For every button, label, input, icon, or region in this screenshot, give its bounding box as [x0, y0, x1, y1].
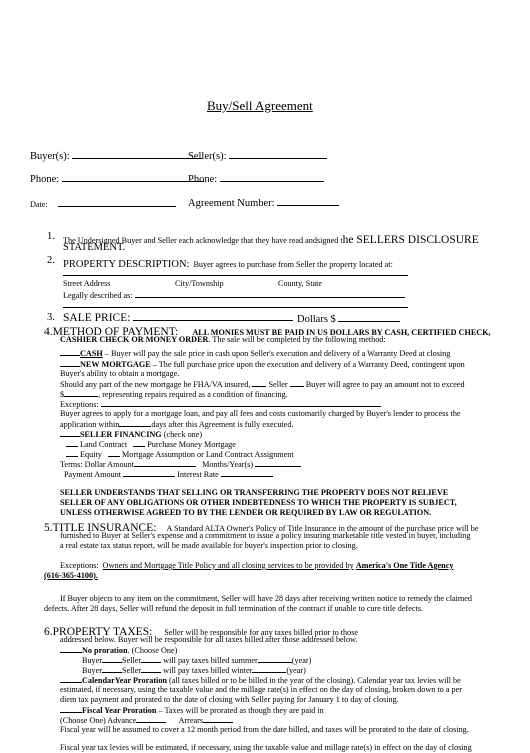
seller-warning-line2: SELLER OF ANY OBLIGATIONS OR OTHER INDEBTEDNESS TO WHICH THE PROPERTY IS SUBJECT,	[60, 498, 457, 507]
date-blank[interactable]	[58, 196, 176, 207]
page-title: Buy/Sell Agreement	[207, 98, 313, 113]
new-mortgage-option[interactable]: NEW MORTGAGE – The full purchase price upon the execution and delivery of a Warranty Deed, contingent upon	[60, 359, 465, 370]
section-6-heading: 6.PROPERTY TAXES: Seller will be responsible for any taxes billed prior to those	[44, 626, 359, 638]
land-contract-row: Land Contract Purchase Money Mortgage	[66, 439, 236, 450]
county-state-label: County, State	[278, 279, 323, 288]
dollars-blank[interactable]	[338, 312, 400, 322]
agreement-number-blank[interactable]	[277, 195, 339, 206]
calendar-proration-option[interactable]: CalendarYear Proration (all taxes billed or to be billed in the year of the closing). Calendar year tax levies will be	[60, 675, 461, 686]
property-address-line[interactable]	[63, 275, 408, 276]
section-4-heading: 4.METHOD OF PAYMENT: ALL MONIES MUST BE PAID IN US DOLLARS BY CASH, CERTIFIED CHECK,	[44, 326, 491, 338]
sellers-field[interactable]	[188, 148, 327, 163]
section-2-heading: PROPERTY DESCRIPTION: Buyer agrees to purchase from Seller the property located at:	[63, 259, 393, 270]
terms-row: Terms: Dollar Amount Months/Year(s)	[60, 459, 301, 470]
terms-amount-blank[interactable]	[134, 459, 196, 467]
payment-row: Payment Amount Interest Rate	[64, 469, 273, 480]
city-township-label: City/Township	[175, 279, 224, 288]
calendar-proration-checkbox[interactable]	[60, 675, 82, 683]
section-1-line1: The Undersigned Buyer and Seller each acknowledge that they have read andsigned the SELLERS DISCLOSURE	[63, 234, 479, 246]
winter-year-blank[interactable]	[252, 665, 286, 673]
equity-checkbox[interactable]	[66, 449, 78, 457]
section-1-number: 1.	[47, 231, 55, 242]
calendar-line2: estimated, if necessary, using the taxable value and the millage rate(s) in effect on the day of closing, broken down to a per	[60, 685, 462, 694]
repairs-amount-blank[interactable]	[64, 389, 98, 397]
section-4-line2: CASHIER CHECK OR MONEY ORDER. The sale will be completed by the following method:	[60, 335, 386, 344]
dollars-label: Dollars $	[297, 314, 336, 325]
buyers-blank[interactable]	[72, 148, 202, 159]
objection-line2: defects. After 28 days, Seller will refund the deposit in full termination of the contract if unable to cure title defects.	[44, 604, 424, 613]
interest-rate-blank[interactable]	[221, 469, 273, 477]
seller-warning-line1: SELLER UNDERSTANDS THAT SELLING OR TRANSFERRING THE PROPERTY DOES NOT RELIEVE	[60, 488, 449, 497]
new-mortgage-checkbox[interactable]	[60, 359, 80, 367]
apply-days-blank[interactable]	[119, 419, 151, 427]
winter-buyer-blank[interactable]	[102, 665, 122, 673]
seller-financing-checkbox[interactable]	[60, 429, 80, 437]
agreement-number-field[interactable]	[188, 195, 339, 210]
mortgage-line2: Buyer's ability to obtain a mortgage.	[60, 369, 180, 378]
winter-seller-blank[interactable]	[141, 665, 161, 673]
sellers-blank[interactable]	[229, 148, 327, 159]
seller-financing-option[interactable]: SELLER FINANCING (check one)	[60, 429, 202, 440]
agreement-number-label: Agreement Number:	[188, 198, 275, 209]
buyer-phone-label: Phone:	[30, 174, 60, 185]
legal-description-line-2[interactable]	[63, 307, 408, 308]
arrears-blank[interactable]	[203, 715, 233, 723]
apply-line2: application within days after this Agreement is fully executed.	[60, 420, 294, 429]
fiscal-proration-checkbox[interactable]	[60, 705, 82, 713]
street-address-label: Street Address	[63, 279, 111, 288]
fha-line: Should any part of the new mortgage be FHA/VA insured, Seller Buyer will agree to pay an amount not to exceed	[60, 380, 465, 389]
mortgage-assumption-checkbox[interactable]	[108, 449, 120, 457]
section-3-number: 3.	[47, 312, 55, 323]
title-agency-phone: (616-365-4100).	[44, 571, 98, 580]
seller-phone-field[interactable]	[188, 171, 324, 186]
buyers-field[interactable]	[30, 148, 202, 163]
fiscal-proration-option[interactable]: Fiscal Year Proration – Taxes will be prorated as though they are paid in	[60, 705, 324, 716]
date-label: Date:	[30, 200, 48, 209]
title-insurance-line2: furnished to Buyer at Seller's expense and a commitment to issue a policy insuring marketable title vested in buyer, including	[60, 531, 471, 540]
title-insurance-line3: a real estate tax status report, will be made available for buyer's inspection prior to closing.	[60, 541, 358, 550]
seller-warning-line3: UNLESS OTHERWISE AGREED TO BY THE LENDER OR REQUIRED BY LAW OR REGULATION.	[60, 508, 432, 517]
summer-row: Buyer Seller will pay taxes billed summer (year)	[82, 656, 312, 665]
date-field[interactable]	[30, 196, 176, 210]
advance-blank[interactable]	[136, 715, 166, 723]
payment-amount-blank[interactable]	[123, 469, 175, 477]
mortgage-exceptions-label: Exceptions:	[60, 400, 99, 409]
cash-option[interactable]: CASH – Buyer will pay the sale price in cash upon Seller's execution and delivery of a Warranty Deed at closing	[60, 348, 450, 359]
fiscal-line4: Fiscal year tax levies will be estimated, if necessary, using the taxable value and millage rate(s) in effect on the day of closing	[60, 743, 472, 752]
equity-row: Equity Mortgage Assumption or Land Contract Assignment	[66, 449, 294, 460]
no-proration-option[interactable]: No proration. (Choose One)	[60, 645, 177, 656]
summer-buyer-blank[interactable]	[102, 655, 122, 663]
sale-price-blank[interactable]	[133, 311, 293, 321]
section-2-number: 2.	[47, 255, 55, 266]
seller-phone-label: Phone:	[188, 174, 218, 185]
legal-description-label: Legally described as:	[63, 291, 133, 300]
summer-year-blank[interactable]	[258, 655, 292, 663]
fha-seller-checkbox[interactable]	[252, 379, 266, 387]
buyer-phone-blank[interactable]	[62, 171, 204, 182]
apply-line: Buyer agrees to apply for a mortgage loan, and pay all fees and costs customarily charged by Buyer's lender to process the	[60, 409, 461, 418]
purchase-money-checkbox[interactable]	[133, 439, 145, 447]
seller-phone-blank[interactable]	[220, 171, 324, 182]
summer-seller-blank[interactable]	[141, 655, 161, 663]
title-exceptions-row: Exceptions: Owners and Mortgage Title Policy and all closing services to be provided by America's One Title Agency	[60, 561, 454, 570]
sale-price-label: SALE PRICE:	[63, 312, 131, 324]
sellers-label: Seller(s):	[188, 151, 227, 162]
months-blank[interactable]	[255, 459, 301, 467]
section-5-heading: 5.TITLE INSURANCE: A Standard ALTA Owner's Policy of Title Insurance in the amount of the purchase price will be	[44, 522, 479, 534]
section-1-line2: STATEMENT.	[63, 242, 126, 253]
no-proration-checkbox[interactable]	[60, 645, 82, 653]
advance-arrears-row: (Choose One) Advance Arrears	[60, 715, 233, 726]
calendar-line3: diem tax payment and prorated to the date of closing with Seller paying for January 1 to day of closing.	[60, 695, 399, 704]
winter-row: Buyer Seller will pay taxes billed winter (year)	[82, 666, 306, 675]
fha-line2: $ , representing repairs required as a condition of financing.	[60, 390, 288, 399]
cash-checkbox[interactable]	[60, 348, 80, 356]
buyer-phone-field[interactable]	[30, 171, 204, 186]
buyers-label: Buyer(s):	[30, 151, 70, 162]
title-agency-name: America's One Title Agency	[355, 561, 454, 570]
legal-description-blank[interactable]	[135, 290, 405, 298]
fiscal-line3: Fiscal year will be assumed to cover a 12 month period from the date billed, and taxes will be prorated to the date of closing.	[60, 725, 469, 734]
mortgage-exceptions-blank[interactable]	[101, 399, 381, 407]
legal-description-field[interactable]	[63, 290, 405, 301]
objection-line1: If Buyer objects to any item on the commitment, Seller will have 28 days after receiving written notice to remedy the claimed	[60, 594, 472, 603]
fha-buyer-checkbox[interactable]	[290, 379, 304, 387]
land-contract-checkbox[interactable]	[66, 439, 78, 447]
taxes-line2: addressed below. Buyer will be responsible for all taxes billed after those addressed below.	[60, 635, 358, 644]
